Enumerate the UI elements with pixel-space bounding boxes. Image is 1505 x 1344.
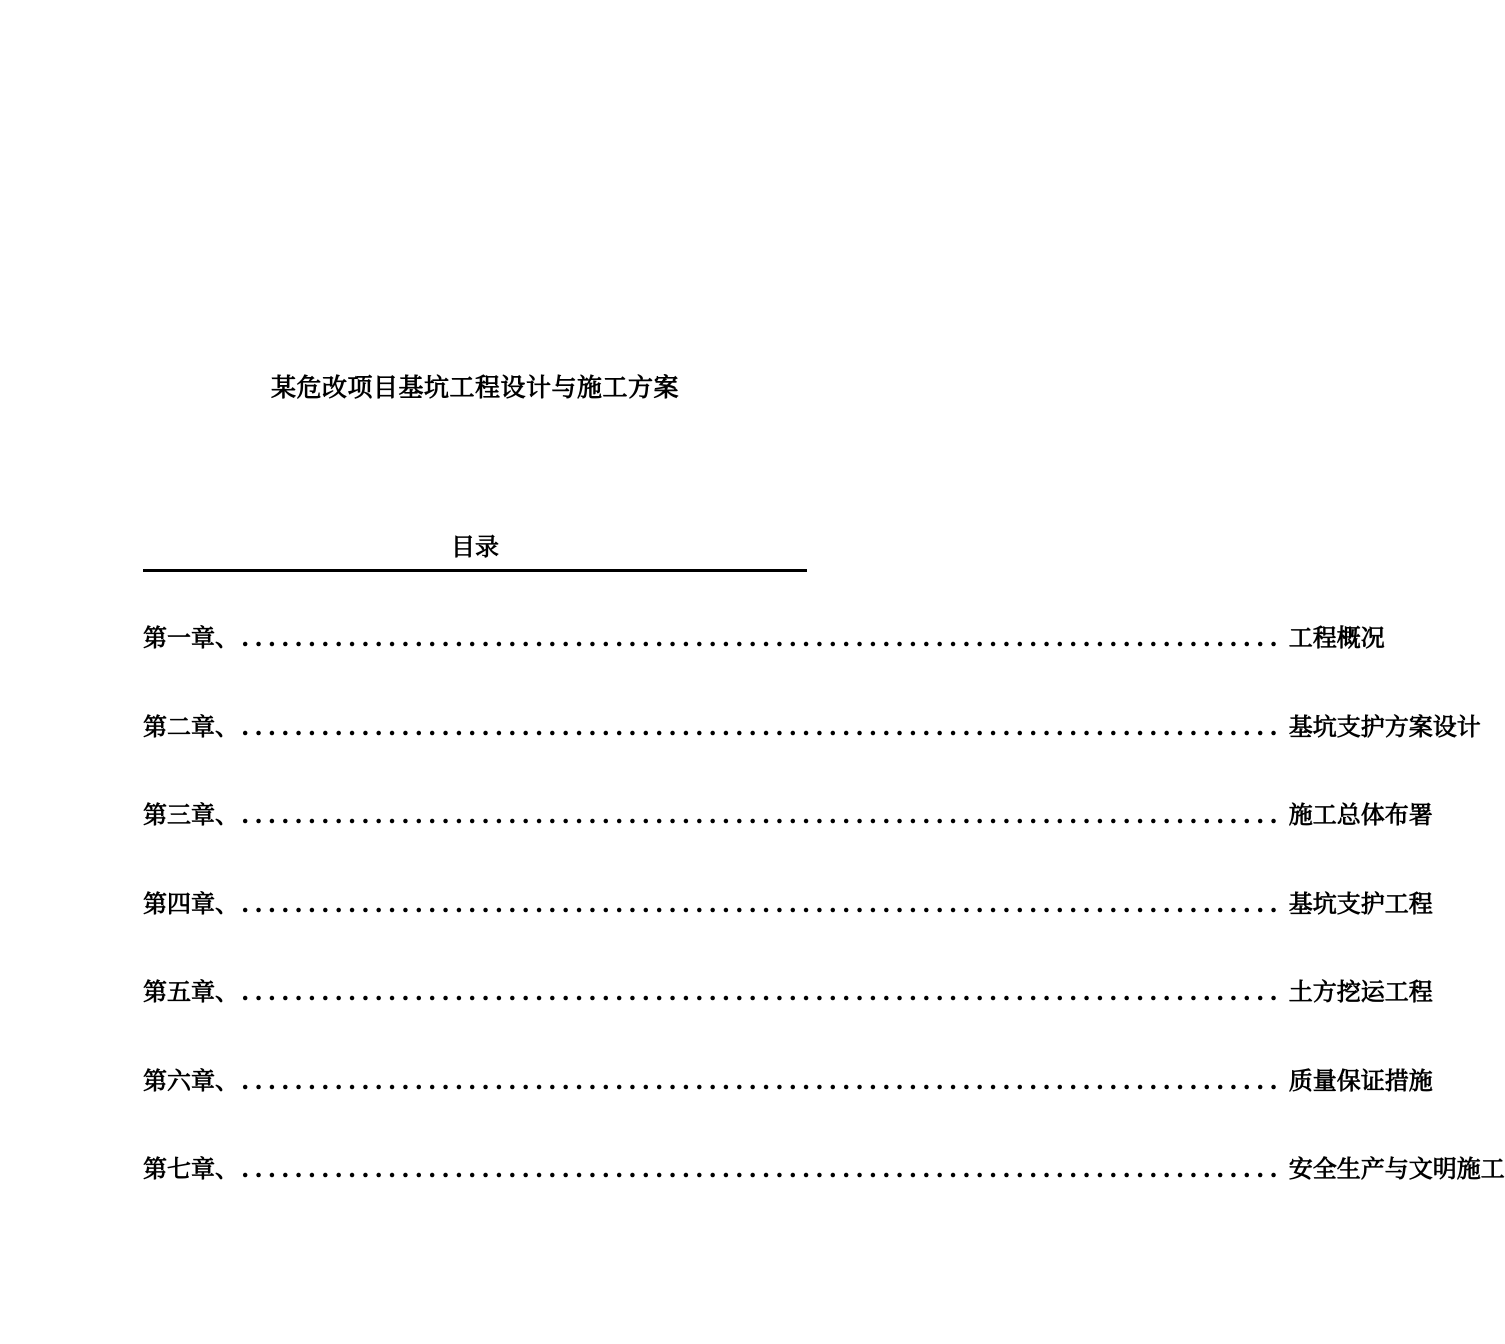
toc-chapter-label: 第七章、 <box>143 1154 239 1183</box>
toc-entry-title: 基坑支护工程 <box>1288 888 1433 918</box>
toc-entry-chapter-6[interactable] <box>143 1061 1433 1150</box>
toc-chapter-label: 第六章、 <box>143 1065 239 1095</box>
toc-entry-chapter-7[interactable] <box>143 1149 1505 1238</box>
toc-entry-chapter-2[interactable] <box>143 707 1481 796</box>
toc-entry-chapter-4[interactable] <box>143 884 1433 973</box>
toc-dot-leader: .............................................................................. <box>241 1154 1283 1183</box>
toc-dot-leader: .............................................................................. <box>241 888 1283 918</box>
toc-chapter-label: 第三章、 <box>143 800 239 829</box>
toc-chapter-label: 第一章、 <box>143 623 239 652</box>
toc-entry-title: 施工总体布署 <box>1288 800 1433 829</box>
toc-dot-leader: .............................................................................. <box>241 711 1283 741</box>
toc-entry-title: 基坑支护方案设计 <box>1288 711 1481 741</box>
toc-dot-leader: .............................................................................. <box>241 1065 1283 1095</box>
toc-dot-leader: .............................................................................. <box>241 800 1283 829</box>
toc-chapter-label: 第五章、 <box>143 977 239 1006</box>
document-title: 某危改项目基坑工程设计与施工方案 <box>270 373 679 402</box>
toc-entry-title: 安全生产与文明施工 <box>1288 1154 1505 1183</box>
toc-entry-title: 工程概况 <box>1288 623 1385 652</box>
toc-entry-chapter-1[interactable] <box>143 618 1385 707</box>
toc-dot-leader: .............................................................................. <box>241 623 1283 652</box>
toc-chapter-label: 第二章、 <box>143 711 239 741</box>
toc-entry-chapter-5[interactable] <box>143 972 1433 1061</box>
toc-chapter-label: 第四章、 <box>143 888 239 918</box>
table-of-contents <box>143 618 1505 1238</box>
toc-heading: 目录 <box>451 532 499 561</box>
toc-entry-title: 质量保证措施 <box>1288 1065 1433 1095</box>
toc-entry-chapter-3[interactable] <box>143 795 1433 884</box>
toc-dot-leader: .............................................................................. <box>241 977 1283 1006</box>
toc-divider <box>143 569 807 572</box>
toc-entry-title: 土方挖运工程 <box>1288 977 1433 1006</box>
